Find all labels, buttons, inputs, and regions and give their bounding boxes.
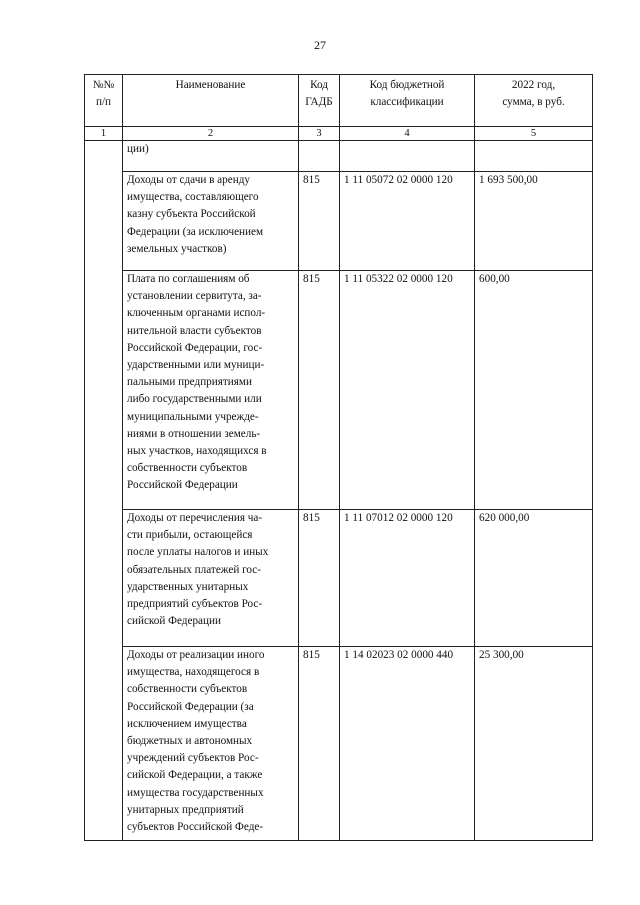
kbk-code: 1 11 07012 02 0000 120 [340,510,475,647]
row-number-cell [85,141,123,841]
header-kbk: Код бюджетной классификации [340,75,475,127]
kbk-code: 1 14 02023 02 0000 440 [340,647,475,841]
column-number: 5 [475,127,593,141]
column-number: 3 [299,127,340,141]
table-row [85,172,593,271]
header-sum: 2022 год, сумма, в руб. [475,75,593,127]
page-number: 27 [314,38,326,52]
revenue-name: Доходы от сдачи в аренду имущества, составляющего казну субъекта Российской Федерации (за исключением земельных участков) [123,172,299,271]
revenue-name: Доходы от перечисления ча- сти прибыли, остающейся после уплаты налогов и иных обязательных платежей гос- ударственных унитарных предприятий субъектов Рос- сийской Федерации [123,510,299,647]
kbk-code: 1 11 05322 02 0000 120 [340,271,475,510]
table-row [85,271,593,510]
table-row [85,647,593,841]
sum-value: 25 300,00 [475,647,593,841]
column-number: 1 [85,127,123,141]
column-number: 4 [340,127,475,141]
sum-value: 600,00 [475,271,593,510]
gadb-code: 815 [299,172,340,271]
table-header-row [85,75,593,127]
revenue-name: Доходы от реализации иного имущества, находящегося в собственности субъектов Российской Федерации (за исключением имущества бюджетных и автономных учреждений субъектов Рос- сийской Федерации, а также имущества государственных унитарных предприятий субъектов Российской Феде- [123,647,299,841]
gadb-code: 815 [299,510,340,647]
sum-cell [475,141,593,172]
table-row [85,510,593,647]
sum-value: 1 693 500,00 [475,172,593,271]
sum-value: 620 000,00 [475,510,593,647]
gadb-code: 815 [299,647,340,841]
budget-revenue-table [84,74,593,841]
gadb-code: 815 [299,271,340,510]
kbk-cell [340,141,475,172]
kbk-code: 1 11 05072 02 0000 120 [340,172,475,271]
continuation-cell: ции) [123,141,299,172]
column-number-row [85,127,593,141]
header-gadb: Код ГАДБ [299,75,340,127]
header-num: №№ п/п [85,75,123,127]
revenue-name: Плата по соглашениям об установлении сервитута, за- ключенным органами испол- нительной власти субъектов Российской Федерации, гос- ударственными или муници- пальными предприятиями либо государственными или муниципальными учрежде- ниями в отношении земель- ных участков, находящихся в собственности субъектов Российской Федерации [123,271,299,510]
column-number: 2 [123,127,299,141]
gadb-cell [299,141,340,172]
table-row [85,141,593,172]
header-name: Наименование [123,75,299,127]
